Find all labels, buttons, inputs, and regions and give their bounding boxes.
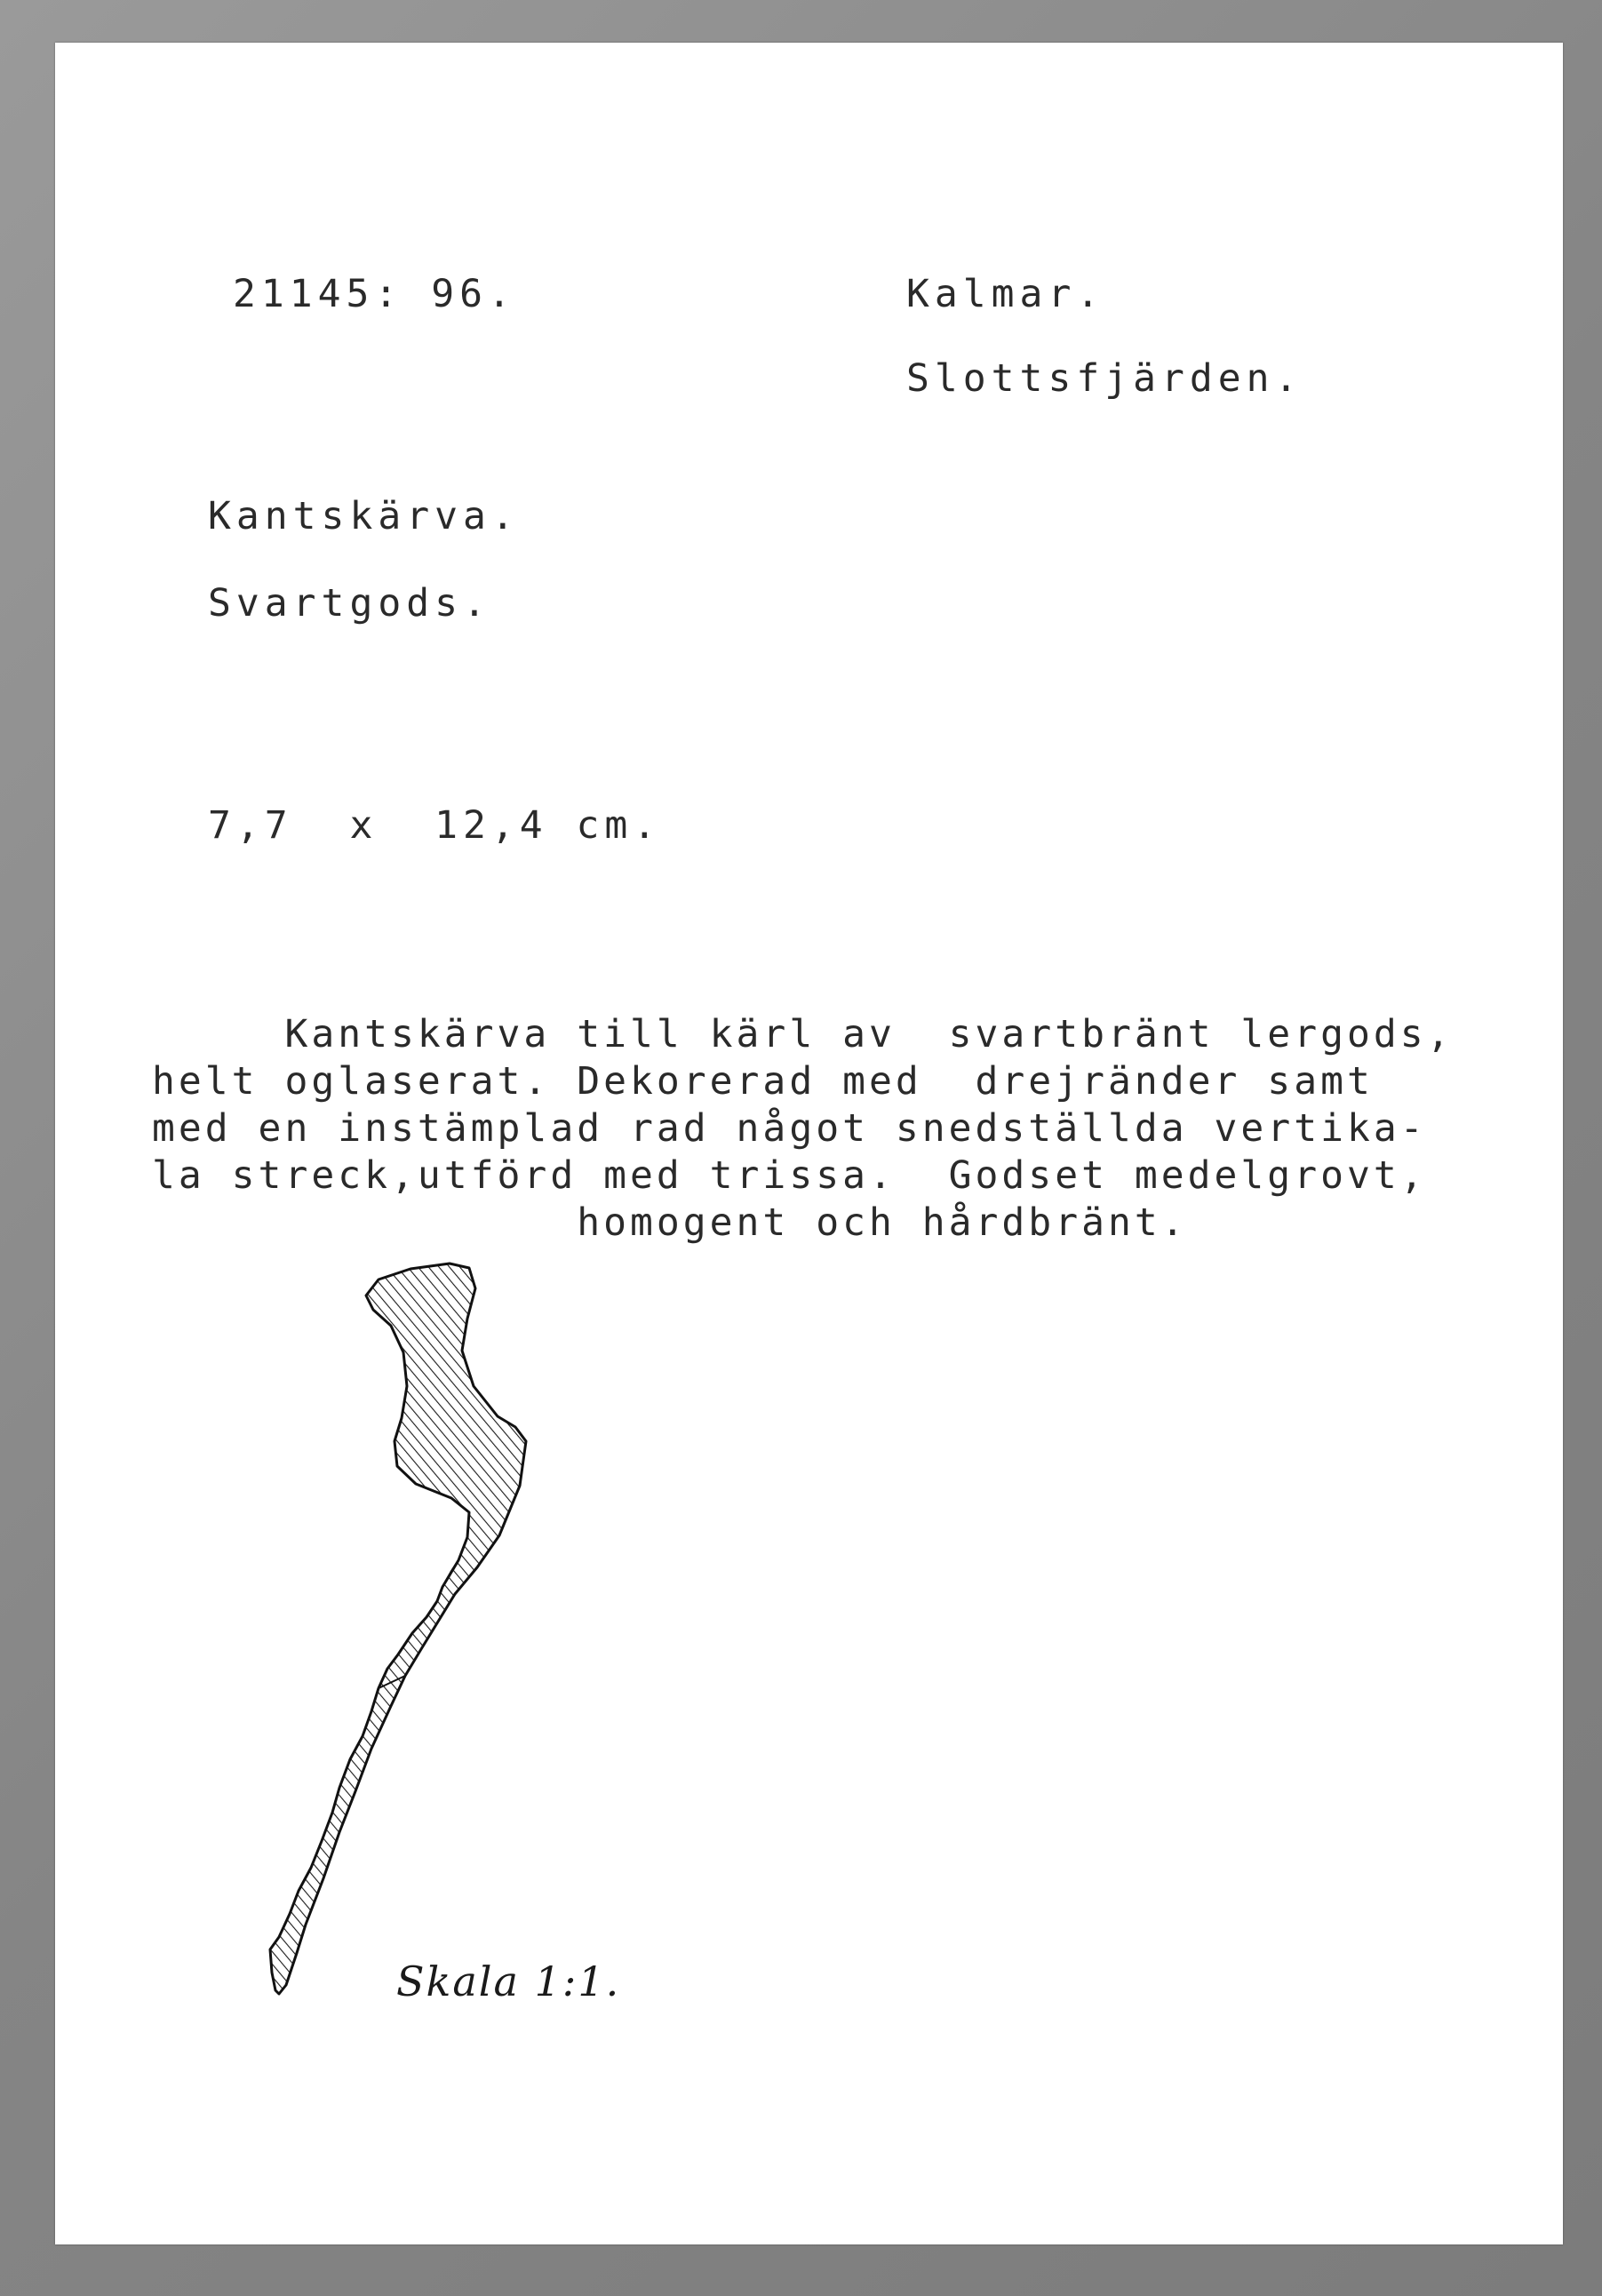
place-name: Kalmar. bbox=[906, 272, 1105, 316]
object-type: Kantskärva. bbox=[208, 494, 520, 538]
catalog-number: 21145: 96. bbox=[233, 272, 516, 316]
object-material: Svartgods. bbox=[208, 581, 491, 626]
description-line: Kantskärva till kärl av svartbränt lergods, bbox=[152, 1012, 1454, 1056]
description-line: homogent och hårdbränt. bbox=[152, 1200, 1188, 1245]
description-text bbox=[152, 1011, 1454, 1247]
catalog-card bbox=[55, 43, 1563, 2244]
scale-label: Skala 1:1. bbox=[396, 1957, 621, 2005]
site-name: Slottsfjärden. bbox=[906, 356, 1303, 401]
description-line: la streck,utförd med trissa. Godset medelgrovt, bbox=[152, 1153, 1427, 1198]
object-dimensions: 7,7 x 12,4 cm. bbox=[208, 803, 662, 848]
description-line: helt oglaserat. Dekorerad med drejränder samt bbox=[152, 1059, 1374, 1104]
sherd-cross-section bbox=[270, 1264, 526, 1994]
sherd-profile-drawing bbox=[268, 1251, 677, 2033]
description-line: med en instämplad rad något snedställda vertika- bbox=[152, 1106, 1427, 1151]
